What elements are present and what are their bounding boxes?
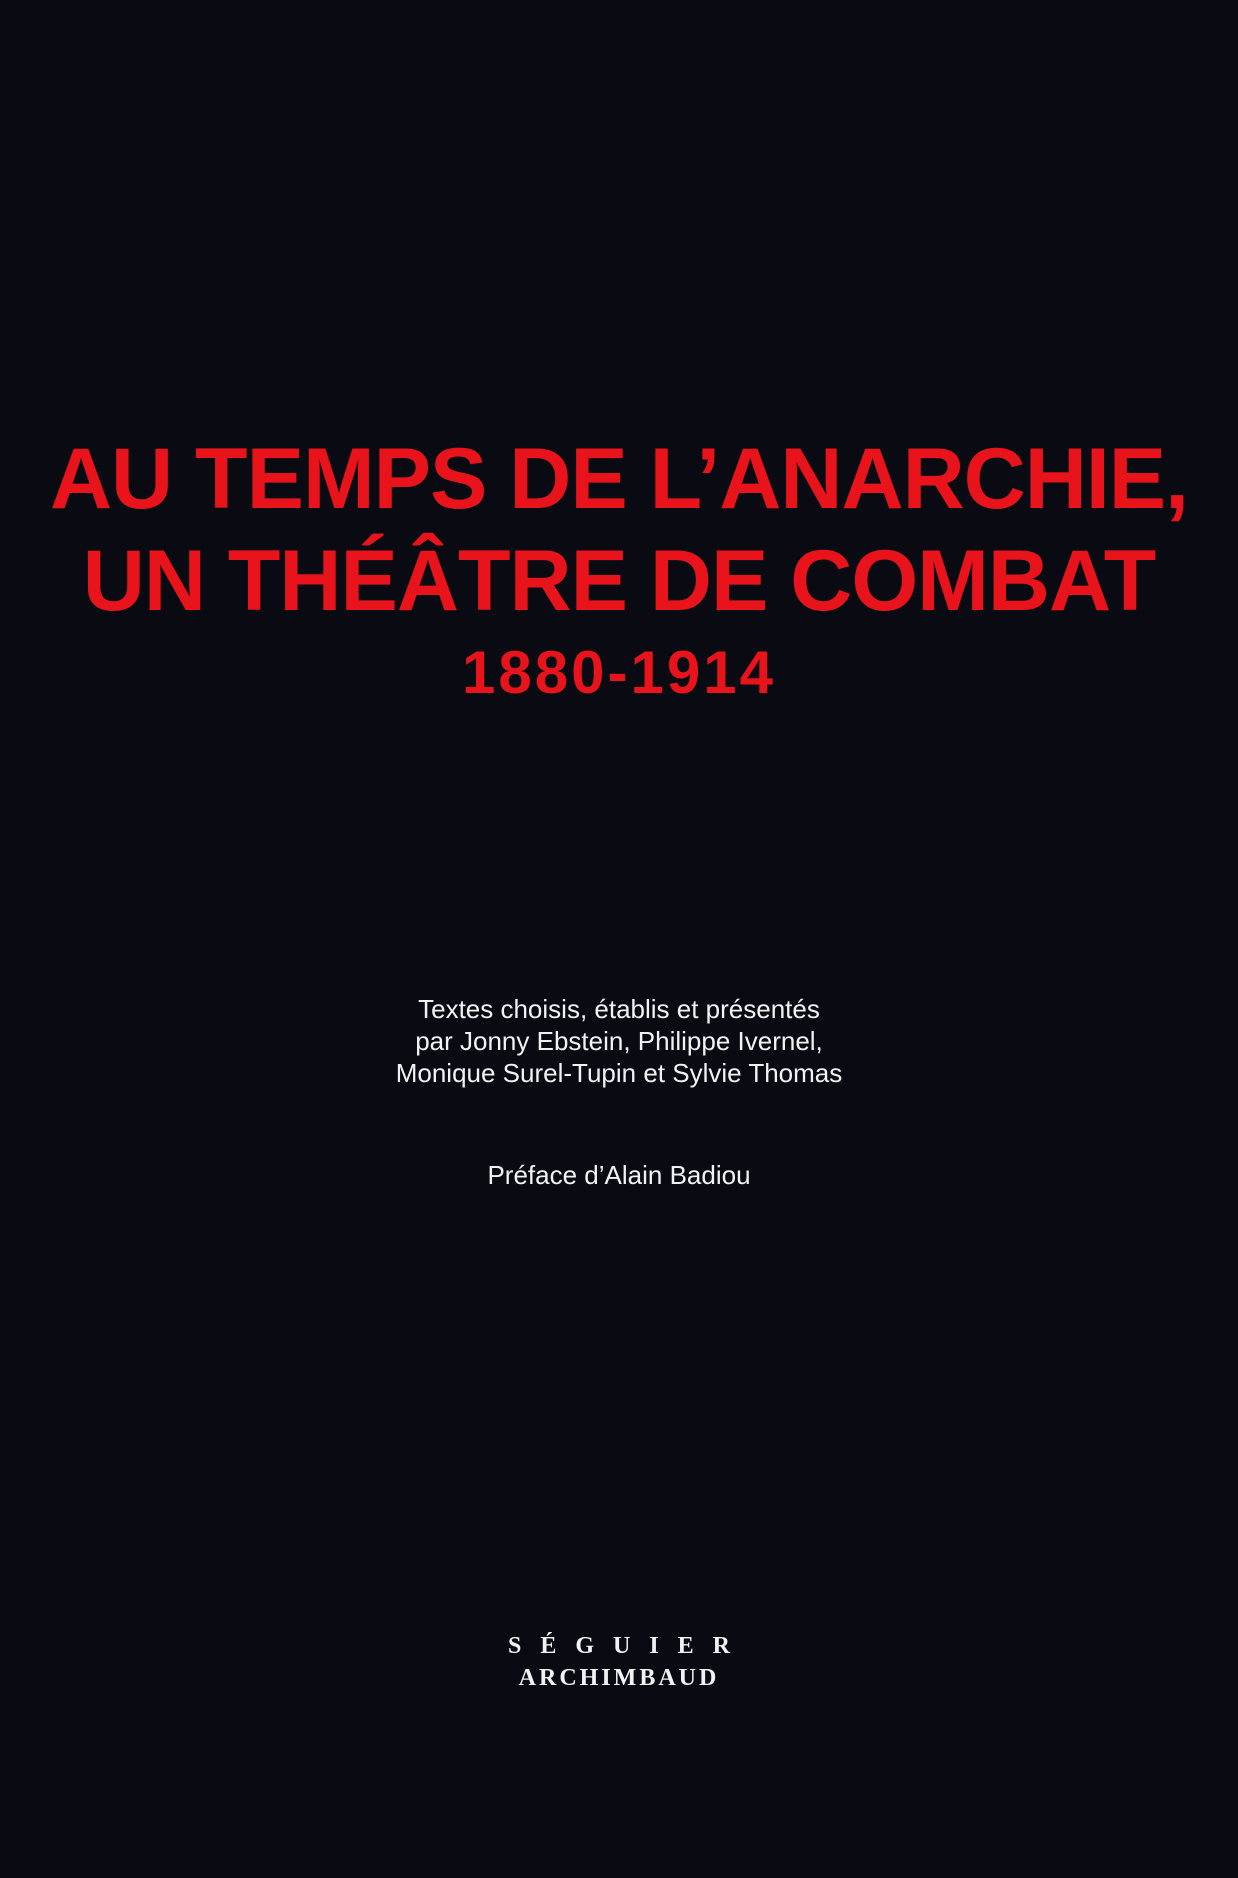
editors-credit bbox=[0, 993, 1238, 1089]
publisher-line-2: ARCHIMBAUD bbox=[518, 1665, 720, 1691]
date-range: 1880-1914 bbox=[462, 639, 776, 706]
credits-line-1: Textes choisis, établis et présentés bbox=[418, 994, 820, 1024]
preface-credit: Préface d’Alain Badiou bbox=[487, 1160, 751, 1190]
title-line-2: UN THÉÂTRE DE COMBAT bbox=[82, 533, 1156, 629]
book-title bbox=[0, 428, 1238, 632]
credits-line-3: Monique Surel-Tupin et Sylvie Thomas bbox=[395, 1058, 843, 1088]
publisher-line-1: SÉGUIER bbox=[507, 1633, 750, 1659]
title-line-1: AU TEMPS DE L’ANARCHIE, bbox=[49, 431, 1189, 527]
publisher-imprint bbox=[0, 1630, 1238, 1694]
credits-line-2: par Jonny Ebstein, Philippe Ivernel, bbox=[415, 1026, 823, 1056]
